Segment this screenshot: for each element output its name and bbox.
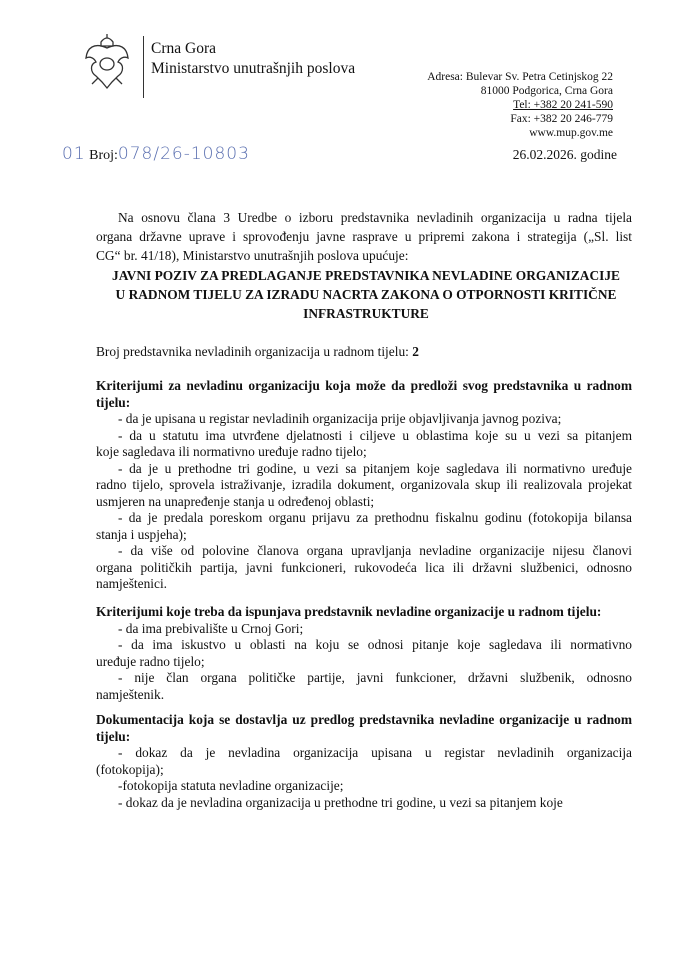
broj-prefix: 01: [62, 144, 86, 164]
criteria-item: - nije član organa političke partije, javni funkcioner, državni službenik, odnosno: [118, 670, 632, 685]
criteria-item: usmjeren na unapređenje stanja u određenoj oblasti;: [96, 493, 375, 509]
intro-paragraph: [96, 208, 632, 265]
address-line: Adresa: Bulevar Sv. Petra Cetinjskog 22: [427, 71, 613, 83]
criteria-item: radno tijelo, sprovela istraživanje, izradila dokument, organizovala skup ili realizovala projekat: [96, 477, 632, 492]
criteria-item: organa političkih partija, javni funkcioneri, rukovodeća lica ili državni službenici, odnosno: [96, 559, 632, 575]
document-date: 26.02.2026. godine: [512, 147, 617, 162]
section-representative-criteria: [96, 604, 632, 703]
criteria-item: stanja i uspjeha);: [96, 526, 187, 542]
broj-handwritten: 078/26-10803: [117, 144, 250, 164]
criteria-item: namještenik.: [96, 686, 165, 702]
documentation-item: - dokaz da je nevladina organizacija upisana u registar nevladinih organizacija: [118, 745, 632, 760]
criteria-item: - da više od polovine članova organa upravljanja nevladine organizacije nijesu članovi: [118, 543, 632, 558]
header-divider: [143, 36, 144, 98]
criteria-item: uređuje radno tijelo;: [96, 653, 205, 669]
country-name: Crna Gora: [151, 40, 216, 57]
broj-label: Broj:: [89, 148, 118, 163]
coat-of-arms-logo: [84, 32, 130, 90]
criteria-item: namještenici.: [96, 576, 168, 591]
ministry-name: Ministarstvo unutrašnjih poslova: [151, 60, 356, 77]
section-heading: Dokumentacija koja se dostavlja uz predlog predstavnika nevladine organizacije u radnom: [96, 712, 632, 727]
section-heading: Kriterijumi koje treba da ispunjava predstavnik nevladine organizacije u radnom tijelu:: [96, 604, 602, 619]
count-label: Broj predstavnika nevladinih organizacija u radnom tijelu:: [96, 344, 413, 359]
criteria-item: - da u statutu ima utvrđene djelatnosti i ciljeve u oblastima koje su u vezi sa pitanjem: [118, 427, 632, 443]
criteria-item: - da je upisana u registar nevladinih organizacija prije objavljivanja javnog poziva;: [118, 411, 562, 426]
title-line: JAVNI POZIV ZA PREDLAGANJE PREDSTAVNIKA NEVLADINE ORGANIZACIJE: [112, 268, 620, 283]
criteria-item: koje sagledava ili normativno uređuje radno tijelo;: [96, 444, 367, 459]
representatives-count: [96, 342, 632, 361]
section-documentation: [96, 712, 632, 811]
reference-number: [62, 144, 250, 166]
contact-address: [427, 70, 613, 140]
section-heading: Kriterijumi za nevladinu organizaciju koja može da predloži svog predstavnika u radnom: [96, 378, 632, 393]
phone: Tel: +382 20 241-590: [513, 99, 613, 111]
documentation-item: - dokaz da je nevladina organizacija u prethodne tri godine, u vezi sa pitanjem koje: [118, 794, 563, 810]
criteria-item: - da je u prethodne tri godine, u vezi sa pitanjem koje sagledava ili normativno uređuje: [118, 460, 632, 476]
section-heading: tijelu:: [96, 394, 131, 410]
section-heading: tijelu:: [96, 728, 131, 744]
criteria-item: - da ima prebivalište u Crnoj Gori;: [118, 620, 304, 636]
intro-line: CG“ br. 41/18), Ministarstvo unutrašnjih poslova upućuje:: [96, 248, 409, 263]
address-city: 81000 Podgorica, Crna Gora: [480, 85, 613, 97]
count-value: 2: [412, 344, 419, 359]
fax: Fax: +382 20 246-779: [510, 113, 613, 125]
document-title: [96, 266, 636, 323]
criteria-item: - da je predala poreskom organu prijavu za prethodnu fiskalnu godinu (fotokopija bilansa: [118, 510, 632, 525]
documentation-item: -fotokopija statuta nevladine organizacije;: [118, 778, 344, 793]
title-line: U RADNOM TIJELU ZA IZRADU NACRTA ZAKONA O OTPORNOSTI KRITIČNE: [115, 287, 617, 302]
criteria-item: - da ima iskustvo u oblasti na koju se odnosi pitanje koje sagledava ili normativno: [118, 637, 632, 652]
website: www.mup.gov.me: [529, 127, 613, 139]
intro-line: Na osnovu člana 3 Uredbe o izboru predstavnika nevladinih organizacija u radna tijela: [118, 210, 632, 225]
section-ngo-criteria: [96, 378, 632, 593]
title-line: INFRASTRUKTURE: [303, 306, 429, 321]
documentation-item: (fotokopija);: [96, 761, 164, 777]
intro-line: organa državne uprave i sprovođenju javne rasprave u pripremi zakona i strategija („Sl. list: [96, 229, 632, 244]
